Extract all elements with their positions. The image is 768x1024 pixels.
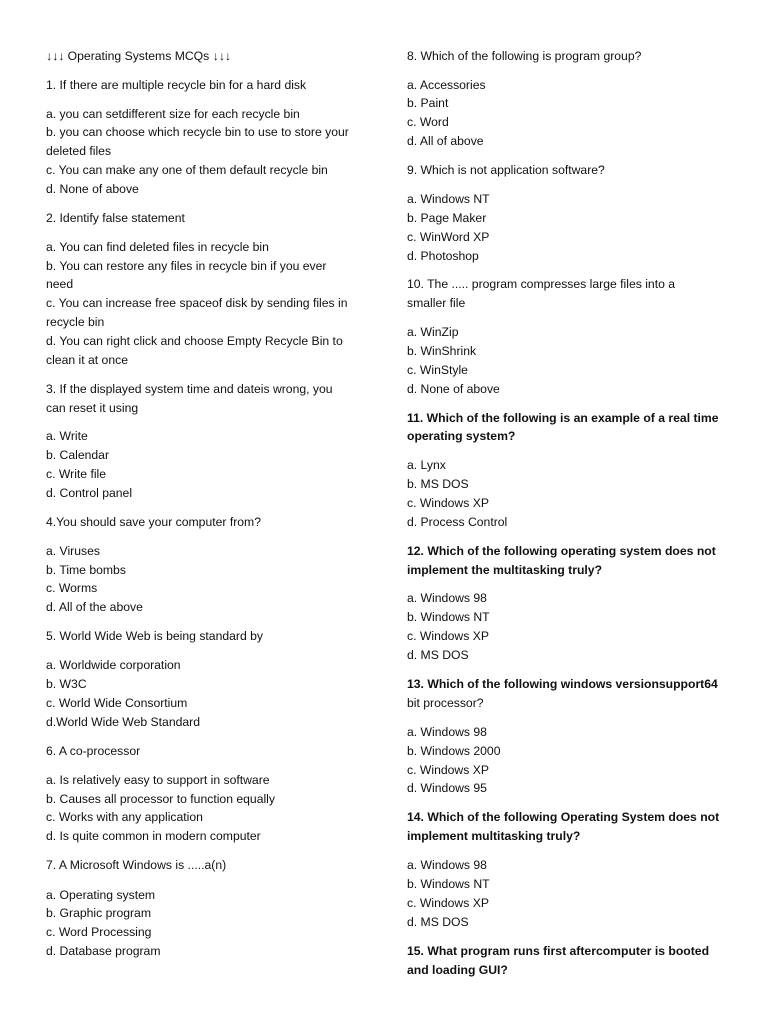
question-4: 4.You should save your computer from? xyxy=(46,515,261,529)
q3-option-a: a. Write xyxy=(46,429,88,443)
q2-option-b: b. You can restore any files in recycle bin if you ever xyxy=(46,259,327,273)
q8-option-a: a. Accessories xyxy=(407,78,486,92)
q3-option-b: b. Calendar xyxy=(46,448,110,462)
question-3-cont: can reset it using xyxy=(46,401,139,415)
q12-option-c: c. Windows XP xyxy=(407,629,489,643)
q1-option-b-cont: deleted files xyxy=(46,144,112,158)
q2-option-d-cont: clean it at once xyxy=(46,353,128,367)
q13-option-d: d. Windows 95 xyxy=(407,781,487,795)
question-13: 13. Which of the following windows versionsupport64 xyxy=(407,677,718,691)
q13-option-b: b. Windows 2000 xyxy=(407,744,501,758)
q6-option-d: d. Is quite common in modern computer xyxy=(46,829,261,843)
q11-option-a: a. Lynx xyxy=(407,458,446,472)
q9-option-b: b. Page Maker xyxy=(407,211,487,225)
q12-option-d: d. MS DOS xyxy=(407,648,469,662)
question-3: 3. If the displayed system time and dateis wrong, you xyxy=(46,382,333,396)
q6-option-a: a. Is relatively easy to support in software xyxy=(46,773,270,787)
q6-option-c: c. Works with any application xyxy=(46,810,203,824)
q8-option-c: c. Word xyxy=(407,115,449,129)
q1-option-d: d. None of above xyxy=(46,182,139,196)
document-title: ↓↓↓ Operating Systems MCQs ↓↓↓ xyxy=(46,49,231,63)
q9-option-a: a. Windows NT xyxy=(407,192,490,206)
q2-option-a: a. You can find deleted files in recycle bin xyxy=(46,240,269,254)
question-8: 8. Which of the following is program group? xyxy=(407,49,642,63)
q14-option-d: d. MS DOS xyxy=(407,915,469,929)
q1-option-c: c. You can make any one of them default recycle bin xyxy=(46,163,328,177)
question-5: 5. World Wide Web is being standard by xyxy=(46,629,264,643)
q4-option-c: c. Worms xyxy=(46,581,98,595)
q4-option-d: d. All of the above xyxy=(46,600,143,614)
q13-option-c: c. Windows XP xyxy=(407,763,489,777)
q14-option-b: b. Windows NT xyxy=(407,877,490,891)
question-13-cont: bit processor? xyxy=(407,696,484,710)
question-12: 12. Which of the following operating system does not xyxy=(407,544,716,558)
q1-option-b: b. you can choose which recycle bin to use to store your xyxy=(46,125,349,139)
q11-option-d: d. Process Control xyxy=(407,515,508,529)
q5-option-d: d.World Wide Web Standard xyxy=(46,715,200,729)
q10-option-d: d. None of above xyxy=(407,382,500,396)
q5-option-c: c. World Wide Consortium xyxy=(46,696,188,710)
question-14-cont: implement multitasking truly? xyxy=(407,829,581,843)
question-15-cont: and loading GUI? xyxy=(407,963,508,977)
q4-option-b: b. Time bombs xyxy=(46,563,126,577)
q3-option-c: c. Write file xyxy=(46,467,107,481)
q11-option-b: b. MS DOS xyxy=(407,477,469,491)
question-14: 14. Which of the following Operating System does not xyxy=(407,810,720,824)
question-1: 1. If there are multiple recycle bin for a hard disk xyxy=(46,78,307,92)
q11-option-c: c. Windows XP xyxy=(407,496,489,510)
q1-option-a: a. you can setdifferent size for each recycle bin xyxy=(46,107,300,121)
q10-option-a: a. WinZip xyxy=(407,325,459,339)
q7-option-a: a. Operating system xyxy=(46,888,156,902)
q7-option-b: b. Graphic program xyxy=(46,906,151,920)
q10-option-c: c. WinStyle xyxy=(407,363,468,377)
question-7: 7. A Microsoft Windows is .....a(n) xyxy=(46,858,227,872)
q14-option-c: c. Windows XP xyxy=(407,896,489,910)
question-10: 10. The ..... program compresses large files into a xyxy=(407,277,676,291)
q9-option-c: c. WinWord XP xyxy=(407,230,490,244)
q2-option-b-cont: need xyxy=(46,277,74,291)
question-15: 15. What program runs first aftercomputer is booted xyxy=(407,944,710,958)
question-2: 2. Identify false statement xyxy=(46,211,185,225)
q8-option-b: b. Paint xyxy=(407,96,449,110)
q2-option-d: d. You can right click and choose Empty Recycle Bin to xyxy=(46,334,343,348)
q8-option-d: d. All of above xyxy=(407,134,484,148)
question-9: 9. Which is not application software? xyxy=(407,163,605,177)
q12-option-a: a. Windows 98 xyxy=(407,591,487,605)
q12-option-b: b. Windows NT xyxy=(407,610,490,624)
question-11-cont: operating system? xyxy=(407,429,516,443)
q4-option-a: a. Viruses xyxy=(46,544,100,558)
q10-option-b: b. WinShrink xyxy=(407,344,477,358)
q14-option-a: a. Windows 98 xyxy=(407,858,487,872)
question-12-cont: implement the multitasking truly? xyxy=(407,563,603,577)
q2-option-c: c. You can increase free spaceof disk by sending files in xyxy=(46,296,348,310)
q13-option-a: a. Windows 98 xyxy=(407,725,487,739)
q2-option-c-cont: recycle bin xyxy=(46,315,105,329)
q5-option-b: b. W3C xyxy=(46,677,87,691)
question-6: 6. A co-processor xyxy=(46,744,141,758)
q9-option-d: d. Photoshop xyxy=(407,249,479,263)
question-10-cont: smaller file xyxy=(407,296,466,310)
q5-option-a: a. Worldwide corporation xyxy=(46,658,181,672)
q3-option-d: d. Control panel xyxy=(46,486,133,500)
q7-option-c: c. Word Processing xyxy=(46,925,152,939)
q6-option-b: b. Causes all processor to function equally xyxy=(46,792,275,806)
question-11: 11. Which of the following is an example of a real time xyxy=(407,411,719,425)
q7-option-d: d. Database program xyxy=(46,944,161,958)
